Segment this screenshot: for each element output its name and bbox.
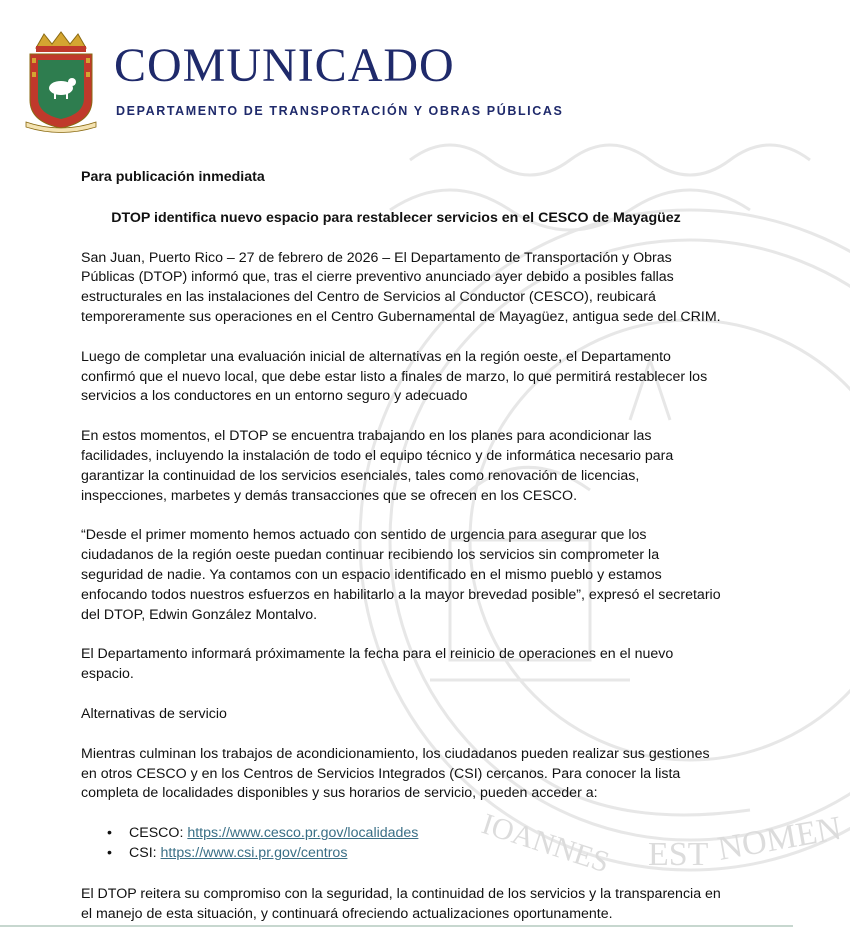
service-links: [81, 824, 721, 864]
letterhead: [22, 30, 782, 130]
coat-of-arms-icon: [22, 30, 100, 130]
cesco-link[interactable]: https://www.cesco.pr.gov/localidades: [187, 825, 419, 842]
paragraph-5: El Departamento informará próximamente la fecha para el reinicio de operaciones en el nuevo espacio.: [81, 646, 674, 683]
list-item: [81, 844, 721, 864]
closing-paragraph: El DTOP reitera su compromiso con la seguridad, la continuidad de los servicios y la transparencia en el manejo de esta situación, y continuará ofreciendo actualizaciones oportunamente.: [81, 885, 721, 922]
department-name: DEPARTAMENTO DE TRANSPORTACIÓN Y OBRAS PÚBLICAS: [116, 104, 564, 118]
release-label: Para publicación inmediata: [81, 169, 265, 185]
alternatives-title: Alternativas de servicio: [81, 705, 227, 722]
csi-link-label: CSI:: [129, 844, 161, 861]
footer-divider: [0, 925, 793, 927]
paragraph-3: En estos momentos, el DTOP se encuentra trabajando en los planes para acondicionar las facilidades, incluyendo la instalación de todo el equipo técnico y de informática necesario para garantizar la continuidad de los servicios esenciales, tales como renovación de licencias, inspecciones, marbetes y demás transacciones que se ofrecen en los CESCO.: [81, 428, 674, 504]
press-release: [81, 168, 721, 944]
list-item: [81, 824, 721, 844]
page-title: COMUNICADO: [114, 39, 455, 92]
cesco-link-label: CESCO:: [129, 825, 188, 842]
quote-paragraph: “Desde el primer momento hemos actuado con sentido de urgencia para asegurar que los ciudadanos de la región oeste puedan continuar recibiendo los servicios sin comprometer la seguridad de nadie. Ya contamos con un espacio identificado en el mismo pueblo y estamos enfocando todos nuestros esfuerzos en habilitarlo a la mayor brevedad posible”, expresó el secretario del DTOP, Edwin González Montalvo.: [81, 527, 721, 623]
watermark-motto-right: NOMEN: [714, 809, 845, 868]
paragraph-2: Luego de completar una evaluación inicial de alternativas en la región oeste, el Departamento confirmó que el nuevo local, que debe estar listo a finales de marzo, lo que permitirá restablecer los servicios a los conductores en un entorno seguro y adecuado: [81, 348, 708, 405]
headline: DTOP identifica nuevo espacio para restablecer servicios en el CESCO de Mayagüez: [111, 209, 681, 226]
watermark-motto-left: IOANNES: [477, 807, 614, 880]
csi-link[interactable]: https://www.csi.pr.gov/centros: [160, 844, 348, 861]
alternatives-text: Mientras culminan los trabajos de acondicionamiento, los ciudadanos pueden realizar sus gestiones en otros CESCO y en los Centros de Servicios Integrados (CSI) cercanos. Para conocer la lista completa de localidades disponibles y sus horarios de servicio, pueden acceder a:: [81, 745, 710, 802]
watermark-motto-mid: EST: [648, 836, 709, 873]
paragraph-1: San Juan, Puerto Rico – 27 de febrero de 2026 – El Departamento de Transportación y Obras Públicas (DTOP) informó que, tras el cierre preventivo anunciado ayer debido a posibles fallas estructurales en las instalaciones del Centro de Servicios al Conductor (CESCO), reubicará temporeramente sus operaciones en el Centro Gubernamental de Mayagüez, antigua sede del CRIM.: [81, 249, 721, 325]
